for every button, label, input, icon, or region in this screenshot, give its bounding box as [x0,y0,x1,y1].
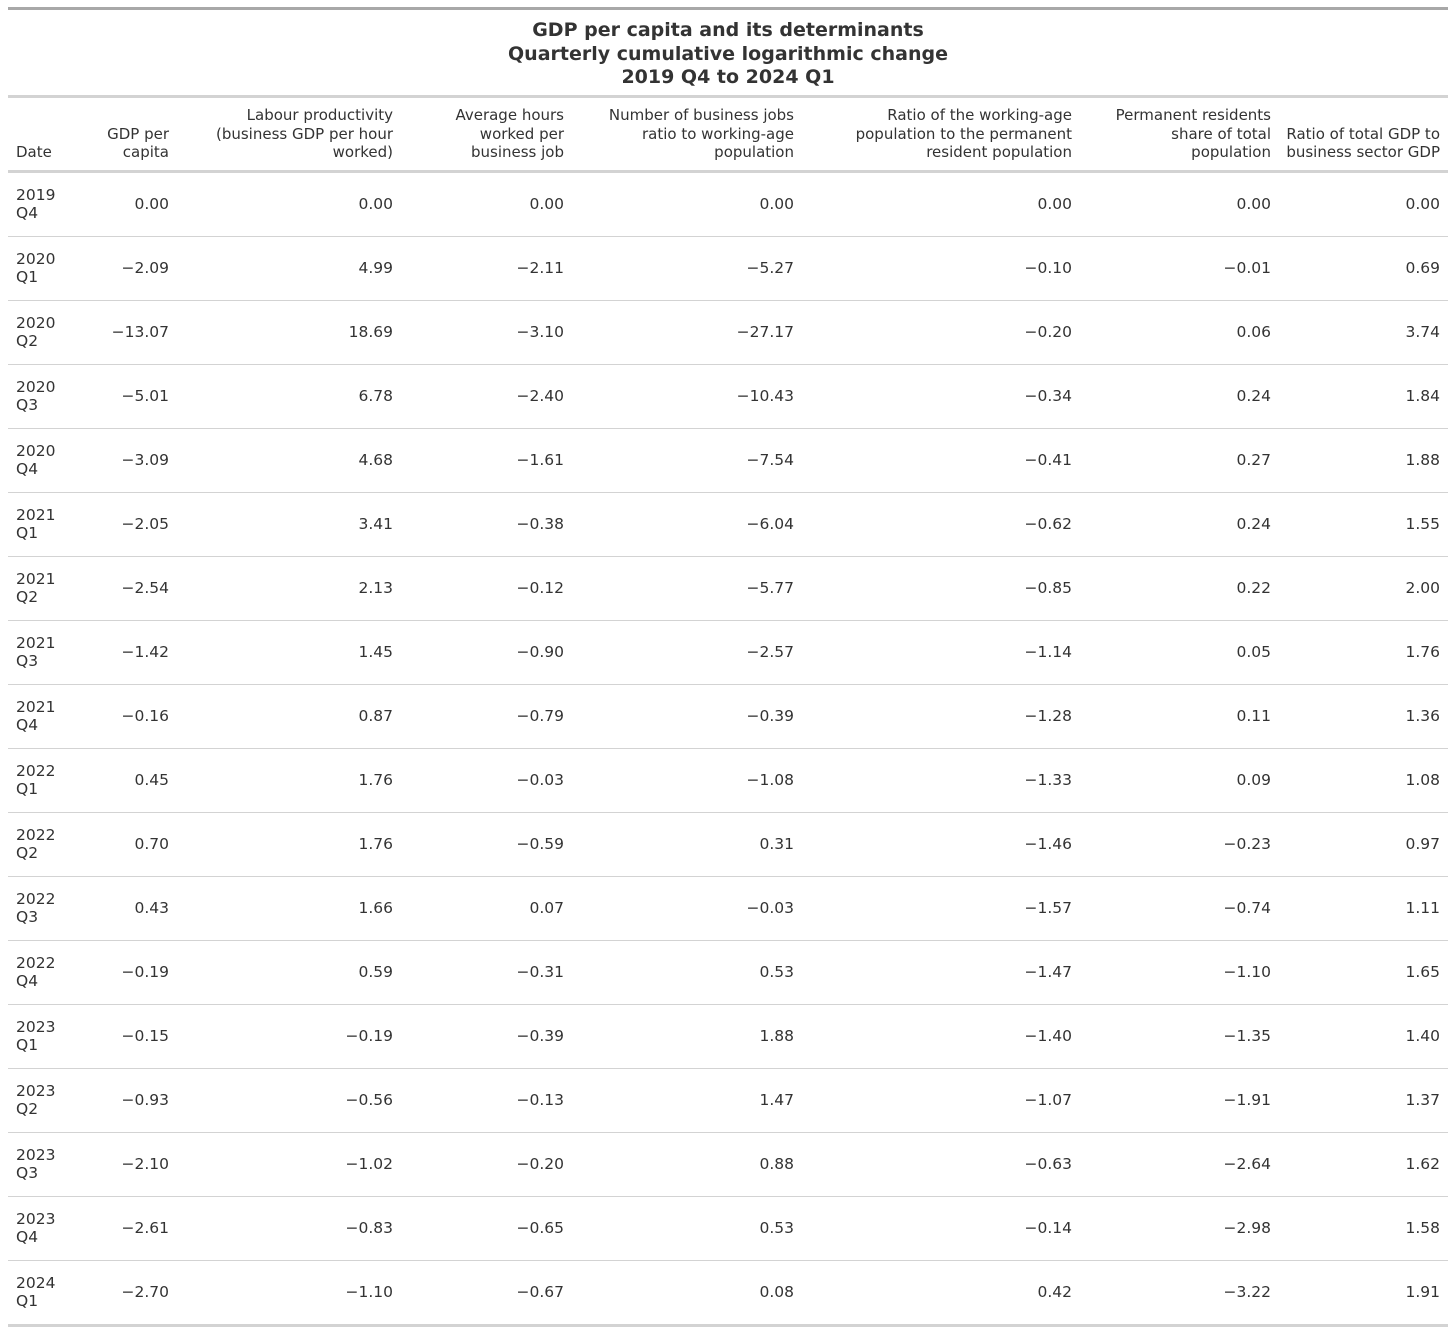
table-figure [8,7,1448,1327]
date-cell [8,1260,74,1325]
value-cell: 2.00 [1279,556,1448,620]
value-cell: −2.09 [74,236,177,300]
value-cell: 0.00 [1405,195,1440,213]
value-cell: 0.31 [572,812,802,876]
value-cell: 1.45 [177,620,401,684]
date-quarter: Q1 [16,524,39,542]
date-cell [8,1132,74,1196]
value-cell: −0.67 [401,1260,572,1325]
date-year: 2019 [16,185,56,204]
date-year: 2021 [16,633,56,652]
value-cell: 1.58 [1279,1196,1448,1260]
date-quarter: Q2 [16,332,39,350]
value-cell: 0.69 [1279,236,1448,300]
value-cell: −0.10 [802,236,1080,300]
table-row [8,876,1448,940]
value-cell: 1.62 [1279,1132,1448,1196]
value-cell: 1.76 [1279,620,1448,684]
date-year: 2022 [16,889,56,908]
value-cell: −3.22 [1080,1260,1279,1325]
date-cell [8,620,74,684]
value-cell: 3.41 [177,492,401,556]
value-cell: 0.00 [358,195,393,213]
date-cell [8,876,74,940]
value-cell: 1.47 [572,1068,802,1132]
table-row [8,428,1448,492]
value-cell: −0.14 [802,1196,1080,1260]
value-cell: −2.70 [74,1260,177,1325]
column-header: Labour productivity (business GDP per hour worked) [177,96,401,171]
date-year: 2020 [16,313,56,332]
value-cell: 1.08 [1279,748,1448,812]
value-cell: 0.07 [401,876,572,940]
date-cell [8,171,74,236]
table-row [8,812,1448,876]
value-cell: 1.66 [177,876,401,940]
date-year: 2022 [16,953,56,972]
value-cell: −0.20 [802,300,1080,364]
value-cell: −0.12 [401,556,572,620]
column-header: Permanent residents share of total population [1080,96,1279,171]
value-cell: −0.93 [74,1068,177,1132]
date-quarter: Q4 [16,1228,39,1246]
value-cell: −0.65 [401,1196,572,1260]
value-cell: 1.36 [1279,684,1448,748]
value-cell: −1.02 [177,1132,401,1196]
value-cell: −1.33 [802,748,1080,812]
date-year: 2022 [16,825,56,844]
date-quarter: Q1 [16,1292,39,1310]
value-cell: −5.77 [572,556,802,620]
table-row [8,1260,1448,1325]
date-year: 2023 [16,1209,56,1228]
date-quarter: Q2 [16,1100,39,1118]
table-row [8,748,1448,812]
column-header: GDP per capita [74,96,177,171]
header-row [8,96,1448,171]
value-cell: −1.14 [802,620,1080,684]
value-cell: −0.20 [401,1132,572,1196]
value-cell: −3.09 [74,428,177,492]
value-cell: 1.55 [1279,492,1448,556]
value-cell: −3.10 [401,300,572,364]
value-cell: −1.07 [802,1068,1080,1132]
value-cell: −0.15 [74,1004,177,1068]
table-row [8,171,1448,236]
value-cell: 1.65 [1279,940,1448,1004]
value-cell: 0.97 [1279,812,1448,876]
table-row [8,300,1448,364]
value-cell: −1.47 [802,940,1080,1004]
table-subtitle: Quarterly cumulative logarithmic change [508,42,948,65]
value-cell: 0.43 [74,876,177,940]
date-year: 2020 [16,377,56,396]
date-quarter: Q3 [16,396,39,414]
value-cell: −10.43 [572,364,802,428]
value-cell: −0.85 [802,556,1080,620]
value-cell: −1.91 [1080,1068,1279,1132]
value-cell: −13.07 [74,300,177,364]
value-cell: 0.42 [802,1260,1080,1325]
value-cell: 4.99 [177,236,401,300]
date-quarter: Q2 [16,844,39,862]
table-row [8,1068,1448,1132]
value-cell: −0.63 [802,1132,1080,1196]
value-cell: −0.31 [401,940,572,1004]
date-quarter: Q1 [16,268,39,286]
value-cell: −2.57 [572,620,802,684]
value-cell: −0.13 [401,1068,572,1132]
table-row [8,1004,1448,1068]
table-body [8,171,1448,1325]
date-year: 2021 [16,569,56,588]
value-cell: 0.00 [529,195,564,213]
value-cell: −0.19 [177,1004,401,1068]
value-cell: −0.34 [802,364,1080,428]
value-cell: −5.27 [572,236,802,300]
date-quarter: Q3 [16,652,39,670]
date-cell [8,364,74,428]
column-header: Ratio of total GDP to business sector GDP [1279,96,1448,171]
value-cell: −0.74 [1080,876,1279,940]
date-cell [8,684,74,748]
value-cell: 1.76 [177,748,401,812]
value-cell: −0.59 [401,812,572,876]
date-quarter: Q4 [16,460,39,478]
date-quarter: Q4 [16,204,39,222]
column-header: Average hours worked per business job [401,96,572,171]
date-year: 2024 [16,1273,56,1292]
value-cell: −0.03 [401,748,572,812]
value-cell: 1.37 [1279,1068,1448,1132]
value-cell: 1.88 [572,1004,802,1068]
value-cell: −1.35 [1080,1004,1279,1068]
value-cell: −2.98 [1080,1196,1279,1260]
table-period: 2019 Q4 to 2024 Q1 [621,66,835,88]
value-cell: −0.39 [572,684,802,748]
date-cell [8,1196,74,1260]
table-row [8,236,1448,300]
value-cell: 0.06 [1080,300,1279,364]
date-quarter: Q3 [16,908,39,926]
value-cell: 4.68 [177,428,401,492]
value-cell: −27.17 [572,300,802,364]
date-year: 2020 [16,441,56,460]
value-cell: −0.01 [1080,236,1279,300]
date-year: 2022 [16,761,56,780]
value-cell: 0.24 [1080,492,1279,556]
value-cell: −1.40 [802,1004,1080,1068]
value-cell: 0.05 [1080,620,1279,684]
value-cell: −1.28 [802,684,1080,748]
value-cell: −0.19 [74,940,177,1004]
value-cell: 0.00 [759,195,794,213]
date-year: 2023 [16,1017,56,1036]
value-cell: −1.61 [401,428,572,492]
value-cell: −0.39 [401,1004,572,1068]
date-cell [8,556,74,620]
value-cell: 0.59 [177,940,401,1004]
value-cell: 1.11 [1279,876,1448,940]
date-quarter: Q1 [16,1036,39,1054]
table-row [8,684,1448,748]
date-cell [8,1068,74,1132]
value-cell: 0.00 [1037,195,1072,213]
table-title: GDP per capita and its determinants [532,19,924,41]
column-header: Date [8,96,74,171]
date-cell [8,812,74,876]
value-cell: −0.23 [1080,812,1279,876]
value-cell: 18.69 [177,300,401,364]
value-cell: −0.16 [74,684,177,748]
table-row [8,556,1448,620]
value-cell: 0.09 [1080,748,1279,812]
date-cell [8,748,74,812]
value-cell: −2.54 [74,556,177,620]
value-cell: −0.62 [802,492,1080,556]
table-row [8,620,1448,684]
column-header: Number of business jobs ratio to working-age population [572,96,802,171]
value-cell: −0.38 [401,492,572,556]
value-cell: 2.13 [177,556,401,620]
date-quarter: Q2 [16,588,39,606]
value-cell: −2.64 [1080,1132,1279,1196]
value-cell: 0.27 [1080,428,1279,492]
date-cell [8,236,74,300]
table-header [8,10,1448,95]
value-cell: −1.10 [1080,940,1279,1004]
data-table [8,95,1448,1327]
value-cell: −0.90 [401,620,572,684]
date-year: 2020 [16,249,56,268]
value-cell: −7.54 [572,428,802,492]
value-cell: −1.08 [572,748,802,812]
date-year: 2021 [16,697,56,716]
value-cell: −1.57 [802,876,1080,940]
date-cell [8,940,74,1004]
value-cell: −2.10 [74,1132,177,1196]
value-cell: 0.22 [1080,556,1279,620]
value-cell: 1.76 [177,812,401,876]
value-cell: 0.11 [1080,684,1279,748]
value-cell: −0.79 [401,684,572,748]
table-row [8,492,1448,556]
value-cell: 0.08 [572,1260,802,1325]
value-cell: 1.84 [1279,364,1448,428]
column-header: Ratio of the working-age population to the permanent resident population [802,96,1080,171]
value-cell: −2.05 [74,492,177,556]
value-cell: 0.53 [572,940,802,1004]
value-cell: −0.56 [177,1068,401,1132]
value-cell: −1.42 [74,620,177,684]
value-cell: 6.78 [177,364,401,428]
value-cell: −5.01 [74,364,177,428]
value-cell: −1.10 [177,1260,401,1325]
value-cell: −0.41 [802,428,1080,492]
value-cell: 0.45 [74,748,177,812]
date-cell [8,1004,74,1068]
value-cell: 0.88 [572,1132,802,1196]
value-cell: 0.87 [177,684,401,748]
value-cell: 1.40 [1279,1004,1448,1068]
value-cell: 3.74 [1279,300,1448,364]
date-quarter: Q4 [16,716,39,734]
value-cell: 1.88 [1279,428,1448,492]
date-quarter: Q4 [16,972,39,990]
value-cell: 0.70 [74,812,177,876]
date-quarter: Q1 [16,780,39,798]
table-row [8,1132,1448,1196]
table-row [8,1196,1448,1260]
value-cell: 0.53 [572,1196,802,1260]
value-cell: −1.46 [802,812,1080,876]
date-cell [8,428,74,492]
value-cell: −2.40 [401,364,572,428]
date-year: 2023 [16,1145,56,1164]
value-cell: 0.00 [1236,195,1271,213]
value-cell: 0.00 [134,195,169,213]
value-cell: 1.91 [1279,1260,1448,1325]
value-cell: −6.04 [572,492,802,556]
date-year: 2023 [16,1081,56,1100]
table-row [8,364,1448,428]
value-cell: −0.83 [177,1196,401,1260]
date-cell [8,300,74,364]
value-cell: 0.24 [1080,364,1279,428]
value-cell: −0.03 [572,876,802,940]
value-cell: −2.11 [401,236,572,300]
date-cell [8,492,74,556]
date-quarter: Q3 [16,1164,39,1182]
date-year: 2021 [16,505,56,524]
value-cell: −2.61 [74,1196,177,1260]
table-row [8,940,1448,1004]
